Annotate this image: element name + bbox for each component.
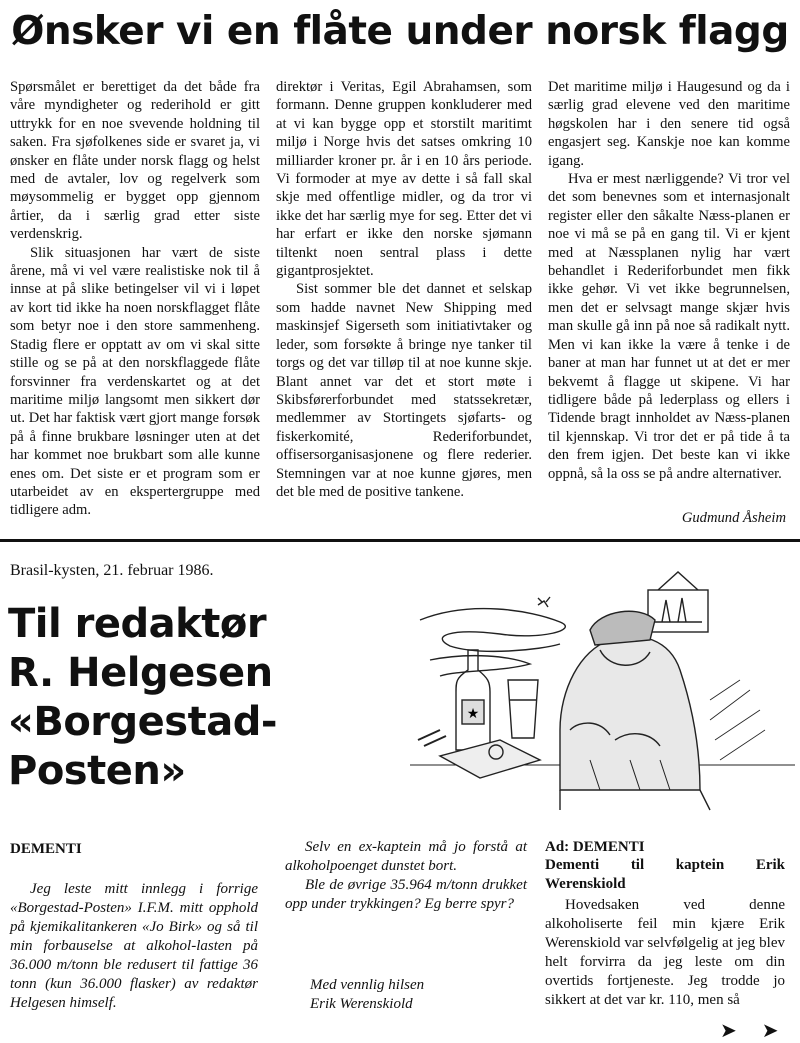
paragraph: Selv en ex-kaptein må jo forstå at alkoholpoenget dunstet bort.: [285, 839, 527, 874]
paragraph: Spørsmålet er berettiget da det både fra våre myndigheter og rederihold er gitt uttrykk for en noe svevende holdning til saken. Fra sjøfolkenes side er svaret ja, vi ønsker en flåte under norsk flagg og helst med de avtaler, lov og regelverk som møysommelig er bygget opp gjennom årtier, da i særlig grad etter siste verdenskrig.: [10, 79, 260, 243]
reply-subheading: Dementi til kaptein Erik Werenskiold: [545, 857, 785, 892]
letter-title: [8, 600, 308, 796]
dementi-body: Jeg leste mitt innlegg i forrige «Borgestad-Posten» I.F.M. mitt opphold på kjemikalitankeren «Jo Birk» og så til min forbauselse at alkohol-lasten på 36.000 m/tonn ble redusert til fattige 36 tonn (kun 36.000 flasker) av redaktør Helgesen himself.: [10, 881, 258, 1011]
reply-body: Hovedsaken ved denne alkoholiserte feil min kjære Erik Werenskiold var selvfølgelig at jeg blev helt forvirra da jeg leste om din overtids fortjeneste. Jeg trodde jo sikkert at det var kr. 110, men så: [545, 897, 785, 1008]
headline: Ønsker vi en flåte under norsk flagg: [11, 9, 789, 54]
sleeping-captain: [560, 611, 710, 810]
paragraph: Sist sommer ble det dannet et selskap som hadde navnet New Shipping med maskinsjef Sigerseth som initiativtaker og leder, som forsøkte å bringe nye tanker til torgs og det var tilløp til at noe kunne skje. Blant annet var det et stort møte i Skibsførerforbundet med statssekretær, medlemmer av Stortingets sjøfarts- og fiskerkomité, Rederiforbundet, offisersorganisasjonene og flere rederier. Stemningen var at noe kunne gjøres, men det ble med de positive tankene.: [276, 281, 532, 500]
reply-heading: Ad: DEMENTI: [545, 839, 645, 855]
dateline: Brasil-kysten, 21. februar 1986.: [10, 562, 214, 579]
title-line: «Borgestad-: [8, 699, 277, 745]
section-divider: [0, 539, 800, 542]
article-column-3: [548, 78, 790, 483]
bottle-icon: [456, 650, 490, 750]
closing-name: Erik Werenskiold: [310, 996, 413, 1012]
closing-greeting: Med vennlig hilsen: [310, 977, 425, 993]
continuation-arrow-icon: ➤ ➤: [720, 1020, 789, 1042]
bottle-label: ★: [466, 706, 480, 722]
author-signature: Gudmund Åsheim: [681, 510, 786, 526]
glass-icon: [508, 680, 538, 738]
paragraph: direktør i Veritas, Egil Abrahamsen, som formann. Denne gruppen konkluderer med at vi kan bygge opp et storstilt maritimt miljø i Norge hvis det satses omkring 10 milliarder kroner pr. år i en 10 års periode. Vi formoder at mye av dette i så fall skal skje med offentlige midler, og da tror vi ikke det har særlig mye for seg. Etter det vi har erfart er ikke den norske sjømann tiltenkt noen sentral plass i dette gigantprosjektet.: [276, 79, 532, 280]
article-column-2: [276, 78, 532, 501]
paragraph: Slik situasjonen har vært de siste årene, må vi vel være realistiske nok til å innse at på slike betingelser vil vi i løpet av kort tid ikke ha noen norskflagget flåte som betyr noe i den store sammenheng. Stadig flere er opptatt av om vi skal sitte stille og se på at den norskflaggede flåte forsvinner fra verdenskartet og at det maritime miljø langsomt men sikkert dør ut. Det har faktisk vært gjort mange forsøk på å finne brukbare løsninger uten at det har kommet noe brukbart som alle kunne enes om. Det siste er et program som er utarbeidet av en ekspertergruppe med tidligere adm.: [10, 244, 260, 519]
article-column-1: [10, 78, 260, 520]
dementi-heading: DEMENTI: [10, 841, 82, 857]
paragraph: Ble de øvrige 35.964 m/tonn drukket opp under trykkingen? Eg berre spyr?: [285, 877, 527, 912]
title-line: Posten»: [8, 748, 186, 794]
title-line: R. Helgesen: [8, 650, 273, 696]
cartoon-illustration: [410, 560, 795, 815]
paragraph: Hva er mest nærliggende? Vi tror vel det som benevnes som et internasjonalt register eller den såkalte Næss-planen er noe vi må se på en gang til. Vi er kjent med at Næssplanen nylig har vært behandlet i Rederiforbundet men fikk ikke gehør. Vi vet ikke begrunnelsen, men det er selvsagt mange skjær hvis man skulle gå inn på noe så radikalt nytt. Men vi kan ikke la være å tenke i de baner at man har funnet ut at det er mer bekvemt å flagge ut skipene. Vi har tidligere både på lederplass og ellers i Tidende bragt innholdet av Næss-planen til kjennskap. Vi tror det er på tide å ta den frem igjen. Det beste kan vi ikke oppnå, så la oss se på andre alternativer.: [548, 171, 790, 482]
title-line: Til redaktør: [8, 601, 267, 647]
framed-ship-picture: [648, 590, 708, 632]
captain-hat: [590, 611, 655, 645]
paragraph: Det maritime miljø i Haugesund og da i særlig grad elevene ved den maritime høgskolen har i den senere tid også engasjert seg. Kanskje noe kan komme igang.: [548, 79, 790, 169]
middle-column: [285, 838, 527, 914]
letter-closing: [310, 976, 424, 1014]
